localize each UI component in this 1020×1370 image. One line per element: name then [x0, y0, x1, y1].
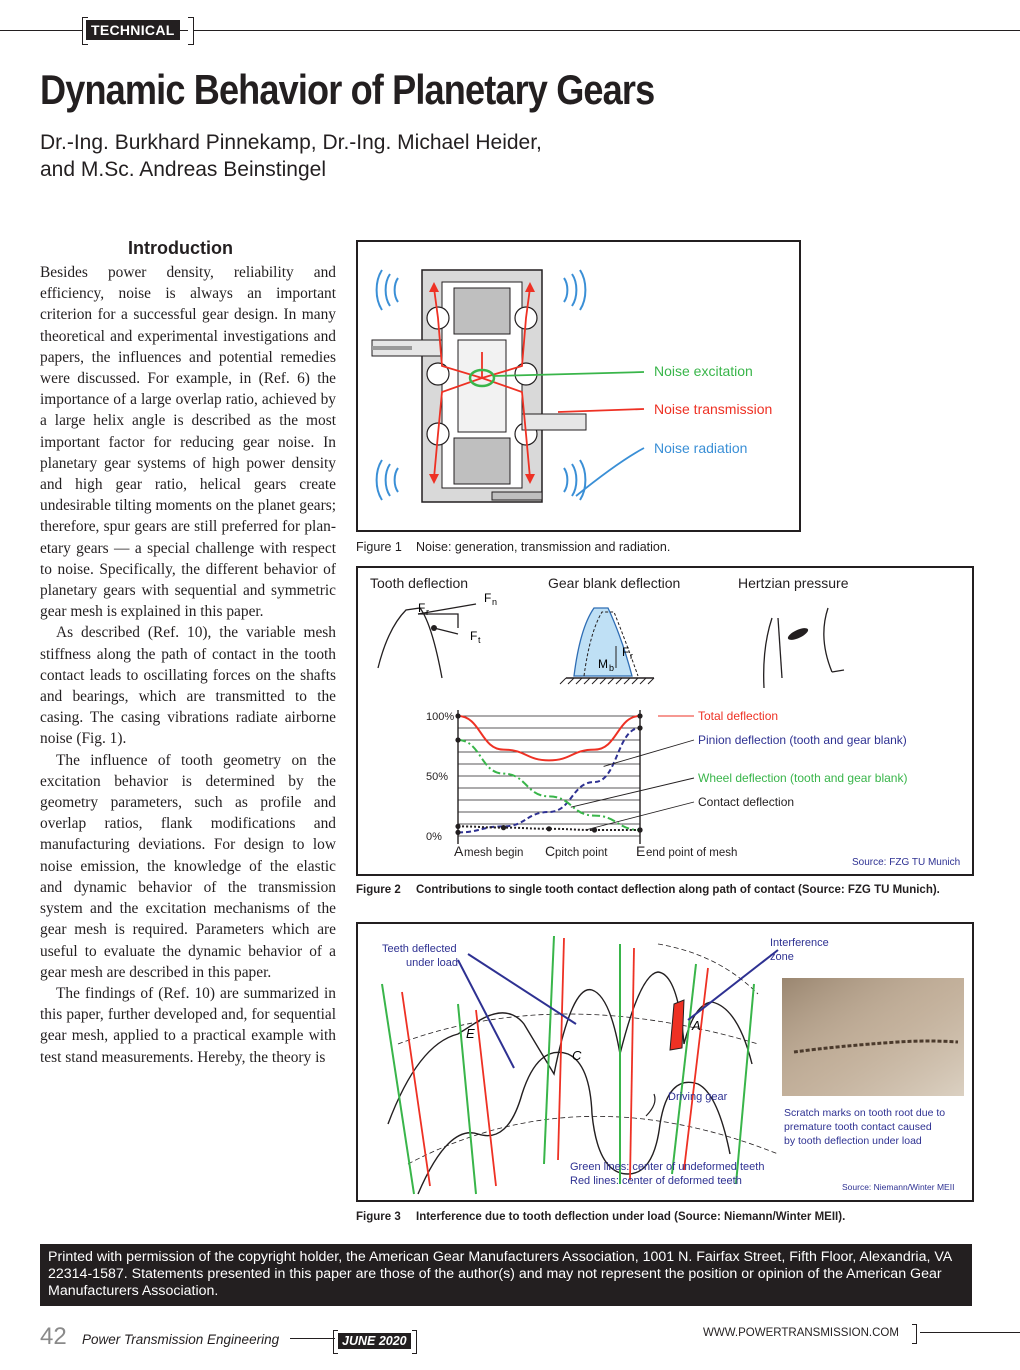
- chart-x-tick-letter: A: [454, 843, 464, 859]
- chart-x-tick-label: mesh begin: [464, 847, 524, 859]
- chart-point: [455, 830, 460, 835]
- chart-point: [455, 824, 460, 829]
- issue-tag: JUNE 2020: [338, 1333, 411, 1349]
- chart-x-tick-label: end point of mesh: [646, 847, 738, 859]
- figure-2: [356, 566, 974, 876]
- chart-y-tick-label: 100%: [426, 711, 455, 723]
- figure-1: [356, 240, 801, 532]
- paragraph: The influence of tooth geometry on the excitation behavior is determined by the geometry parameters, such as profile and overlap ratios, flank modifications and manufacturing deviations. For design to low noise emission, the knowledge of the elastic and dynamic behavior of the transmission system and the excitation mechanisms of the gear mesh is required. Parameters which are useful to evaluate the dynamic behavior of a gear mesh are described in this paper.: [40, 751, 336, 981]
- chart-legend-entry: Pinion deflection (tooth and gear blank): [698, 733, 907, 747]
- section-tag: TECHNICAL: [86, 20, 180, 40]
- chart-x-tick-label: pitch point: [555, 847, 608, 859]
- figure-2-label: Figure 2: [356, 884, 401, 896]
- gear-blank-deflection-sketch: [560, 608, 654, 684]
- force-label-fr-2-sub: r: [630, 651, 633, 661]
- label-scratch-3: by tooth deflection under load: [784, 1135, 922, 1147]
- label-tooth-deflection: Tooth deflection: [370, 575, 469, 591]
- chart-point: [455, 713, 460, 718]
- chart-y-tick-label: 0%: [426, 831, 442, 843]
- label-noise-excitation: Noise excitation: [654, 363, 753, 379]
- figure-1-caption: [356, 539, 670, 555]
- chart-legend-entry: Contact deflection: [698, 795, 795, 809]
- issue-bracket-right: [412, 1330, 417, 1354]
- point-a-label: A: [692, 1018, 701, 1033]
- chart-point: [501, 825, 506, 830]
- authors-line-1: Dr.-Ing. Burkhard Pinnekamp, Dr.-Ing. Michael Heider,: [40, 131, 542, 154]
- footer-rule: [290, 1338, 335, 1339]
- chart-point: [637, 827, 642, 832]
- label-noise-transmission: Noise transmission: [654, 401, 773, 417]
- chart-x-tick-letter: C: [545, 843, 556, 859]
- force-label-fn-sub: n: [492, 597, 498, 607]
- permission-notice: Printed with permission of the copyright holder, the American Gear Manufacturers Association, 1001 N. Fairfax Street, Fifth Floor, Alexandria, VA 22314-1587. Statements presented in this paper are those of the author(s) and may not represent the position or opinion of the American Gear Manufacturers Association.: [40, 1244, 972, 1306]
- figure-3-caption-text: Interference due to tooth deflection under load (Source: Niemann/Winter MEII).: [416, 1211, 846, 1223]
- label-hertzian-pressure: Hertzian pressure: [738, 575, 849, 591]
- section-heading-introduction: Introduction: [128, 238, 233, 258]
- chart-legend-leader: [604, 740, 694, 766]
- force-label-fn: F: [484, 591, 492, 605]
- figure-2-caption: [356, 882, 940, 898]
- label-green-lines: Green lines: center of undeformed teeth: [570, 1161, 765, 1173]
- article-title: Dynamic Behavior of Planetary Gears: [40, 66, 655, 113]
- label-noise-radiation: Noise radiation: [654, 440, 748, 456]
- tag-bracket-right: [188, 17, 194, 45]
- chart-point: [637, 713, 642, 718]
- label-interference-2: zone: [770, 951, 794, 963]
- label-teeth-deflected-1: Teeth deflected: [382, 943, 457, 955]
- label-gear-blank-deflection: Gear blank deflection: [548, 575, 681, 591]
- label-teeth-deflected-2: under load: [406, 957, 458, 969]
- chart-series-line-2: [458, 740, 640, 830]
- figure-2-illustration: [358, 568, 972, 874]
- figure-1-caption-text: Noise: generation, transmission and radiation.: [416, 540, 671, 554]
- force-label-fr-2: F: [622, 645, 630, 659]
- figure-3-label: Figure 3: [356, 1211, 401, 1223]
- figure-3-caption: [356, 1209, 845, 1225]
- chart-legend-entry: Wheel deflection (tooth and gear blank): [698, 771, 908, 785]
- chart-x-tick-letter: E: [636, 843, 646, 859]
- label-scratch-1: Scratch marks on tooth root due to: [784, 1107, 946, 1119]
- footer-rule-right: [920, 1332, 1020, 1333]
- website-link[interactable]: WWW.POWERTRANSMISSION.COM: [703, 1327, 899, 1339]
- label-driving-gear: Driving gear: [668, 1091, 728, 1103]
- chart-series-line-1: [458, 728, 640, 832]
- label-scratch-2: premature tooth contact caused: [784, 1121, 932, 1133]
- label-interference-1: Interference: [770, 937, 829, 949]
- force-label-ft: F: [470, 629, 478, 643]
- body-text: [40, 262, 336, 1068]
- figure-1-illustration: [358, 242, 799, 530]
- moment-label-mb: M: [598, 657, 608, 671]
- force-label-fr-sub: r: [426, 607, 429, 617]
- hertzian-pressure-sketch: [764, 608, 844, 688]
- figure-1-label: Figure 1: [356, 540, 402, 554]
- page-number: 42: [40, 1323, 67, 1350]
- force-label-fr: F: [418, 601, 426, 615]
- force-label-ft-sub: t: [478, 635, 481, 645]
- figure-3-illustration: [358, 924, 972, 1200]
- figure-2-caption-text: Contributions to single tooth contact deflection along path of contact (Source: FZG TU Munich).: [416, 884, 940, 896]
- figure-2-source: Source: FZG TU Munich: [852, 857, 961, 868]
- deflection-chart: [426, 710, 737, 859]
- moment-label-mb-sub: b: [609, 663, 615, 673]
- point-e-label: E: [466, 1026, 475, 1041]
- chart-series-line-0: [458, 716, 640, 760]
- chart-point: [546, 826, 551, 831]
- chart-y-tick-label: 50%: [426, 771, 449, 783]
- paragraph: The findings of (Ref. 10) are summarized in this paper, further developed and, for sequential gear mesh, applied to a practical example with test stand measurements. Hereby, the theory is: [40, 984, 336, 1066]
- website-bracket: [912, 1324, 917, 1344]
- figure-3: [356, 922, 974, 1202]
- publication-name: Power Transmission Engineering: [82, 1332, 280, 1347]
- chart-point: [455, 737, 460, 742]
- authors-line-2: and M.Sc. Andreas Beinstingel: [40, 158, 327, 181]
- point-c-label: C: [572, 1048, 582, 1063]
- paragraph: Besides power density, reliability and efficiency, noise is always an important criterion for a successful gear design. In many theoretical and experimental investigations and papers, the influences and potential remedies were discussed. For example, in (Ref. 6) the importance of a large overlap ratio, achieved by a large helix angle is described as the most important factor for reducing gear noise. In planetary gear systems of high power density and high gear ratio, helical gears create undesirable tilting moments on the planet gears; therefore, spur gears are still preferred for planetary gears — a special challenge with respect to noise. Specifically, the different behavior of planetary gears with sequential and symmetric gear mesh is explained in this paper.: [40, 264, 336, 621]
- figure-3-source: Source: Niemann/Winter MEII: [842, 1182, 955, 1192]
- chart-point: [637, 725, 642, 730]
- paragraph: As described (Ref. 10), the variable mesh stiffness along the path of contact in the tooth contact leads to oscillating forces on the shafts and bearings, which are transmitted to the casing. The casing vibrations radiate airborne noise (Fig. 1).: [40, 624, 336, 748]
- label-red-lines: Red lines: center of deformed teeth: [570, 1175, 742, 1187]
- chart-legend-entry: Total deflection: [698, 709, 779, 723]
